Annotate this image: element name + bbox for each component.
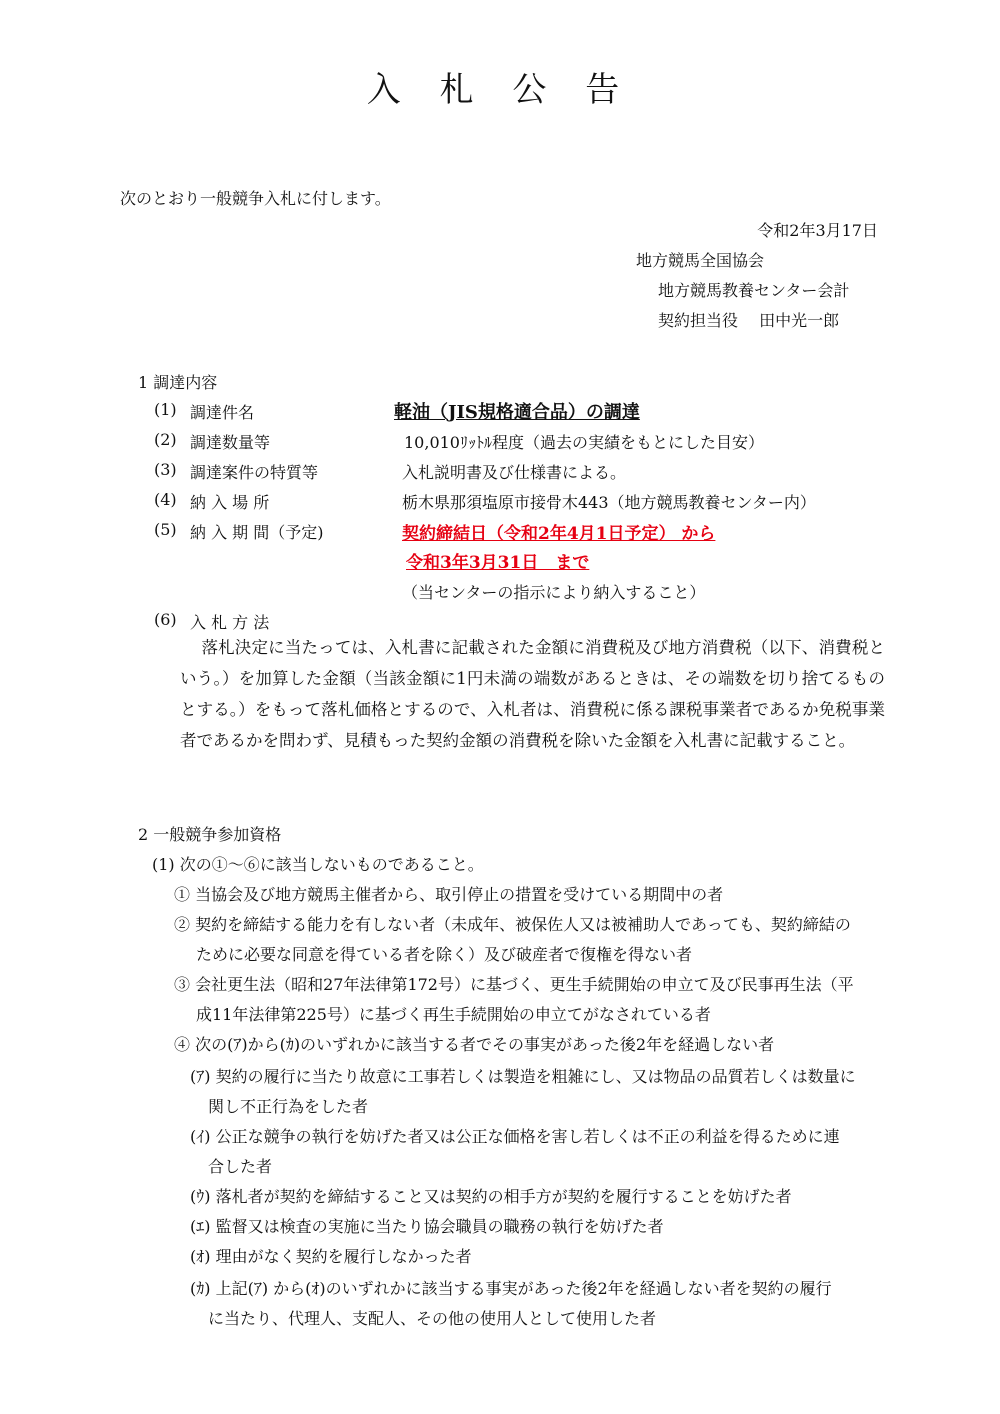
- subcriteria-a: (ｱ) 契約の履行に当たり故意に工事若しくは製造を粗雑にし、又は物品の品質若しくは数量に: [190, 1067, 856, 1086]
- item6-label: 入 札 方 法: [190, 613, 270, 632]
- item5-num: (5): [154, 520, 177, 539]
- subcriteria-ka: (ｶ) 上記(ｱ) から(ｵ)のいずれかに該当する事実があった後2年を経過しない者を契約の履行: [190, 1279, 832, 1298]
- item1-num: (1): [154, 400, 177, 419]
- item4-num: (4): [154, 490, 177, 509]
- criteria-1: ① 当協会及び地方競馬主催者から、取引停止の措置を受けている期間中の者: [174, 885, 724, 904]
- item4-value: 栃木県那須塩原市接骨木443（地方競馬教養センター内）: [402, 493, 816, 512]
- criteria-2: ② 契約を締結する能力を有しない者（未成年、被保佐人又は被補助人であっても、契約締結の: [174, 915, 851, 934]
- item3-num: (3): [154, 460, 177, 479]
- subcriteria-u: (ｳ) 落札者が契約を締結すること又は契約の相手方が契約を履行することを妨げた者: [190, 1187, 792, 1206]
- item6-text: 落札決定に当たっては、入札書に記載された金額に消費税及び地方消費税（以下、消費税という。）を加算した金額（当該金額に1円未満の端数があるときは、その端数を切り捨てるものとする。）をもって落札価格とするので、入札者は、消費税に係る課税事業者であるか免税事業者であるかを問わず、見積もった契約金額の消費税を除いた金額を入札書に記載すること。: [180, 638, 885, 750]
- period-note: （当センターの指示により納入すること）: [402, 583, 706, 602]
- criteria-4: ④ 次の(ｱ)から(ｶ)のいずれかに該当する者でその事実があった後2年を経過しない者: [174, 1035, 775, 1054]
- page-title: 入 札 公 告: [366, 70, 634, 110]
- criteria-2-cont: ために必要な同意を得ている者を除く）及び破産者で復権を得ない者: [196, 945, 693, 964]
- item2-label: 調達数量等: [190, 433, 271, 452]
- subcriteria-i: (ｲ) 公正な競争の執行を妨げた者又は公正な価格を害し若しくは不正の利益を得るために連: [190, 1127, 840, 1146]
- subcriteria-a-cont: 関し不正行為をした者: [208, 1097, 369, 1116]
- period-end: 令和3年3月31日 まで: [406, 553, 590, 573]
- intro-text: 次のとおり一般競争入札に付します。: [120, 189, 391, 208]
- item3-value: 入札説明書及び仕様書による。: [402, 463, 627, 482]
- item1-value: 軽油（JIS規格適合品）の調達: [394, 402, 640, 423]
- subcriteria-e: (ｴ) 監督又は検査の実施に当たり協会職員の職務の執行を妨げた者: [190, 1217, 664, 1236]
- org-account: 地方競馬教養センター会計: [658, 281, 850, 300]
- notice-date: 令和2年3月17日: [757, 221, 878, 240]
- item2-num: (2): [154, 430, 177, 449]
- section2-sub1: (1) 次の①～⑥に該当しないものであること。: [152, 855, 484, 874]
- criteria-3: ③ 会社更生法（昭和27年法律第172号）に基づく、更生手続開始の申立て及び民事再生法（平: [174, 975, 854, 994]
- item2-value: 10,010ﾘｯﾄﾙ程度（過去の実績をもとにした目安）: [404, 433, 764, 452]
- org-name: 地方競馬全国協会: [636, 251, 765, 270]
- criteria-3-cont: 成11年法律第225号）に基づく再生手続開始の申立てがなされている者: [196, 1005, 711, 1024]
- subcriteria-o: (ｵ) 理由がなく契約を履行しなかった者: [190, 1247, 472, 1266]
- item6-num: (6): [154, 610, 177, 629]
- subcriteria-ka-cont: に当たり、代理人、支配人、その他の使用人として使用した者: [208, 1309, 657, 1328]
- item4-label: 納 入 場 所: [190, 493, 270, 512]
- item5-value: 契約締結日（令和2年4月1日予定） から: [402, 524, 716, 544]
- org-officer: 契約担当役 田中光一郎: [658, 311, 840, 330]
- subcriteria-i-cont: 合した者: [208, 1157, 273, 1176]
- item1-label: 調達件名: [190, 403, 255, 422]
- section1-heading: 1 調達内容: [138, 373, 218, 392]
- item3-label: 調達案件の特質等: [190, 463, 319, 482]
- item5-label: 納 入 期 間（予定): [190, 523, 324, 542]
- section2-heading: 2 一般競争参加資格: [138, 825, 282, 844]
